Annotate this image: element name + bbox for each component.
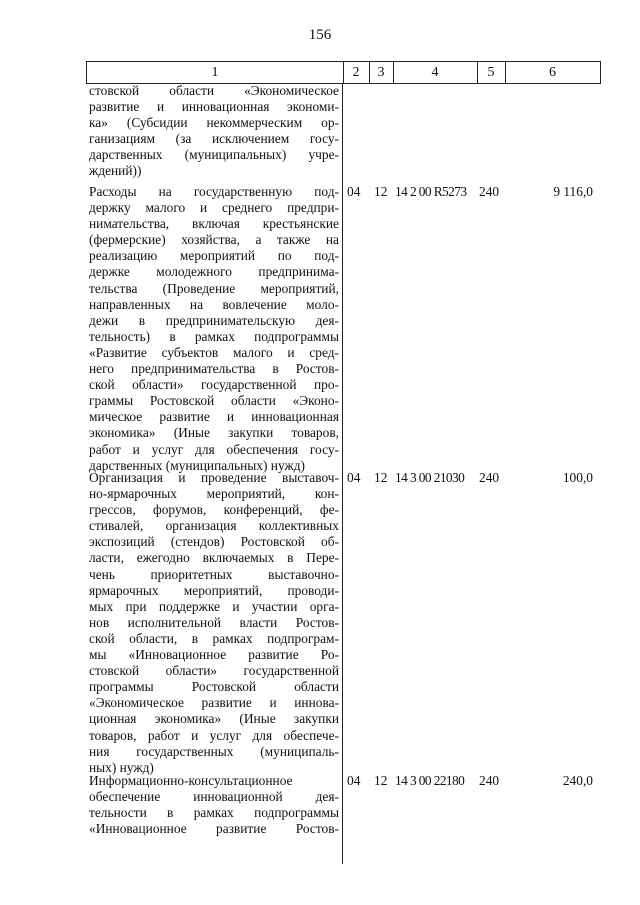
row-description: Организация и проведение выставоч- но-ярмарочных мероприятий, кон- грессов, форумов, конференций, фе- стивалей, организация коллективных экспозиций (стендов) Ростовской об- ласти, ежегодно включаемых в Пере- чень приоритетных выставочно- ярмарочных мероприятий, проводи- мых при поддержке и участии орга- нов исполнительной власти Ростов- ской области, в рамках подпрограм- мы «Инновационное развитие Ро- стовской области» государственной программы Ростовской области «Экономическое развитие и иннова- ционная экономика» (Иные закупки товаров, работ и услуг для обеспече- ния государственных (муниципаль- ных) нужд) [89,470,339,775]
row-col-4: 14 3 00 21030 [395,470,465,485]
row-description: Информационно-консультационное обеспечение инновационной дея- тельности в рамках подпрограммы «Инновационное развитие Ростов- [89,773,339,837]
row-col-6: 9 116,0 [553,184,593,199]
header-col-3: 3 [377,65,385,80]
row-col-3: 12 [374,184,388,199]
row-col-4: 14 2 00 R5273 [395,184,467,199]
budget-table [86,61,601,84]
page-number: 156 [308,27,332,43]
row-col-2: 04 [347,470,361,485]
row-col-3: 12 [374,470,388,485]
row-description: Расходы на государственную под- держку малого и среднего предпри- нимательства, включая крестьянские (фермерские) хозяйства, а также на реализацию мероприятий по под- держке молодежного предпринима- тельства (Проведение мероприятий, направленных на вовлечение моло- дежи в предпринимательскую дея- тельность) в рамках подпрограммы «Развитие субъектов малого и сред- него предпринимательства в Ростов- ской области» государственной про- граммы Ростовской области «Эконо- мическое развитие и инновационная экономика» (Иные закупки товаров, работ и услуг для обеспечения госу- дарственных (муниципальных) нужд) [89,184,339,473]
row-col-6: 240,0 [562,773,593,788]
header-col-6: 6 [549,65,556,80]
row-col-2: 04 [347,184,361,199]
header-col-4: 4 [431,65,439,80]
row-col-4: 14 3 00 22180 [395,773,465,788]
row-col-2: 04 [347,773,361,788]
row-description: стовской области «Экономическое развитие и инновационная экономи- ка» (Субсидии некоммерческим ор- ганизациям (за исключением госу- дарственных (муниципальных) учре- ждений)) [89,83,339,179]
header-col-1: 1 [211,65,219,80]
row-col-6: 100,0 [562,470,593,485]
row-col-3: 12 [374,773,388,788]
row-col-5: 240 [479,470,500,485]
header-col-2: 2 [352,65,360,80]
description-column-border [342,84,343,864]
row-col-5: 240 [479,773,500,788]
header-col-5: 5 [487,65,495,80]
row-col-5: 240 [479,184,500,199]
table-header-row [86,61,601,84]
